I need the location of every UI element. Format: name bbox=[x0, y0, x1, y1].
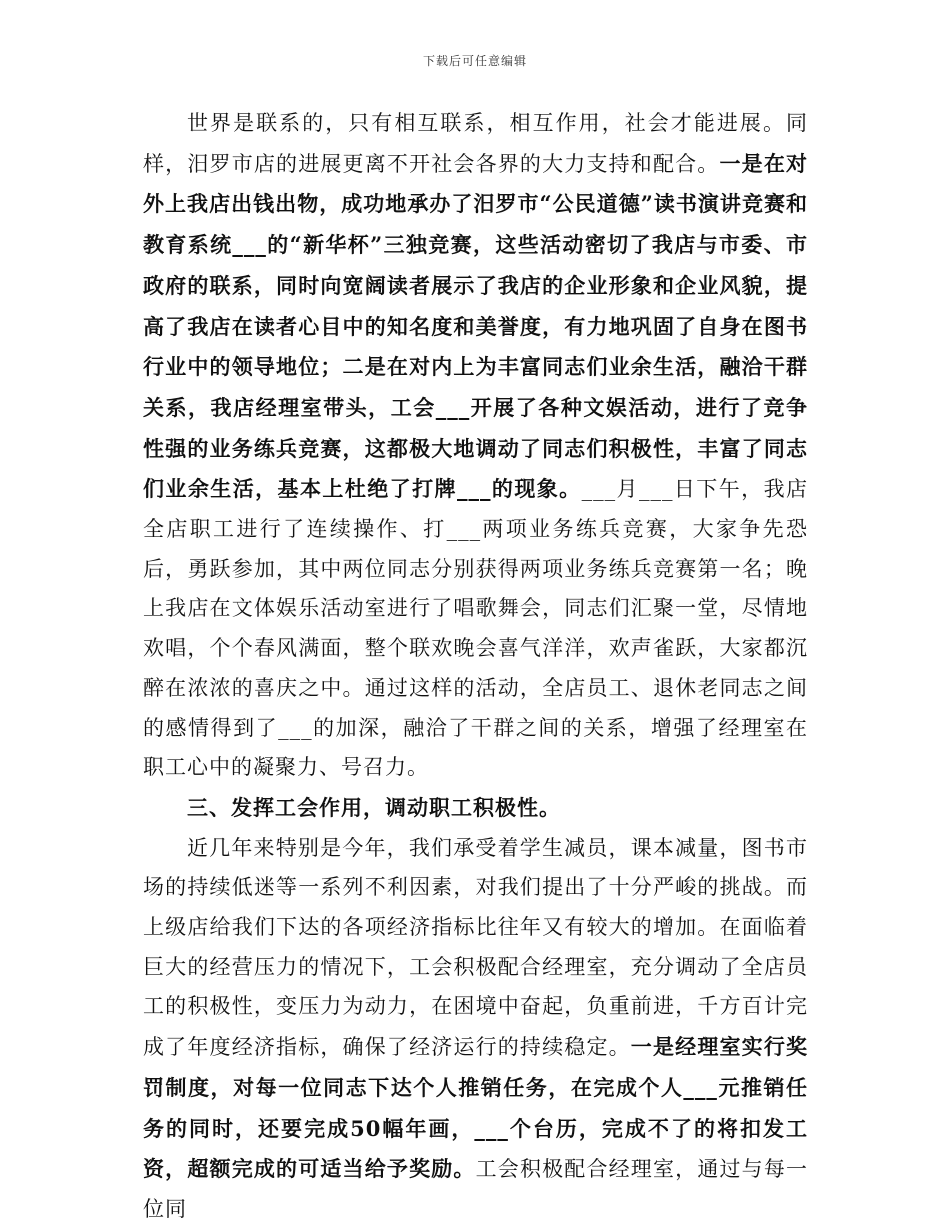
paragraph-social-support bbox=[143, 104, 808, 788]
paragraph-union-role bbox=[143, 829, 808, 1230]
section-heading bbox=[143, 788, 808, 829]
text-run-bold: 一是经理室实行奖罚制度，对每一位同志下达个人推销任务，在完成个人___元推销任务的同时，还要完成50幅年画，___个台历，完成不了的将扣发工资，超额完成的可适当给予奖励。 bbox=[143, 1034, 809, 1182]
document-body bbox=[143, 104, 808, 1230]
text-run: ___月___日下午，我店全店职工进行了连续操作、打___两项业务练兵竞赛，大家争先恐后，勇跃参加，其中两位同志分别获得两项业务练兵竞赛第一名；晚上我店在文体娱乐活动室进行了唱歌舞会，同志们汇聚一堂，尽情地欢唱，个个春风满面，整个联欢晚会喜气洋洋，欢声雀跃，大家都沉醉在浓浓的喜庆之中。通过这样的活动，全店员工、退休老同志之间的感情得到了___的加深，融洽了干群之间的关系，增强了经理室在职工心中的凝聚力、号召力。 bbox=[143, 477, 809, 780]
text-run-bold: 一是在对外上我店出钱出物，成功地承办了汨罗市“公民道德”读书演讲竞赛和教育系统___的“新华杯”三独竞赛，这些活动密切了我店与市委、市政府的联系，同时向宽阔读者展示了我店的企业形象和企业风貌，提高了我店在读者心目中的知名度和美誉度，有力地巩固了自身在图书行业中的领导地位；二是在对内上为丰富同志们业余生活，融洽干群关系，我店经理室带头，工会___开展了各种文娱活动，进行了竞争性强的业务练兵竞赛，这都极大地调动了同志们积极性，丰富了同志们业余生活，基本上杜绝了打牌___的现象。 bbox=[143, 150, 809, 502]
text-run: 世界是联系的，只有相互联系，相互作用，社会才能进展。同样，汨罗市店的进展更离不开社会各界的大力支持和配合。 bbox=[143, 111, 808, 176]
text-run: 工会积极配合经理室，通过与每一位同 bbox=[143, 1157, 809, 1221]
section-heading-text: 三、发挥工会作用，调动职工积极性。 bbox=[187, 794, 561, 820]
page-header-note: 下载后可任意编辑 bbox=[422, 54, 527, 68]
text-run: 近几年来特别是今年，我们承受着学生减员，课本减量，图书市场的持续低迷等一系列不利因素，对我们提出了十分严峻的挑战。而上级店给我们下达的各项经济指标比往年又有较大的增加。在面临着巨大的经营压力的情况下，工会积极配合经理室，充分调动了全店员工的积极性，变压力为动力，在困境中奋起，负重前进，千方百计完成了年度经济指标，确保了经济运行的持续稳定。 bbox=[143, 835, 808, 1060]
